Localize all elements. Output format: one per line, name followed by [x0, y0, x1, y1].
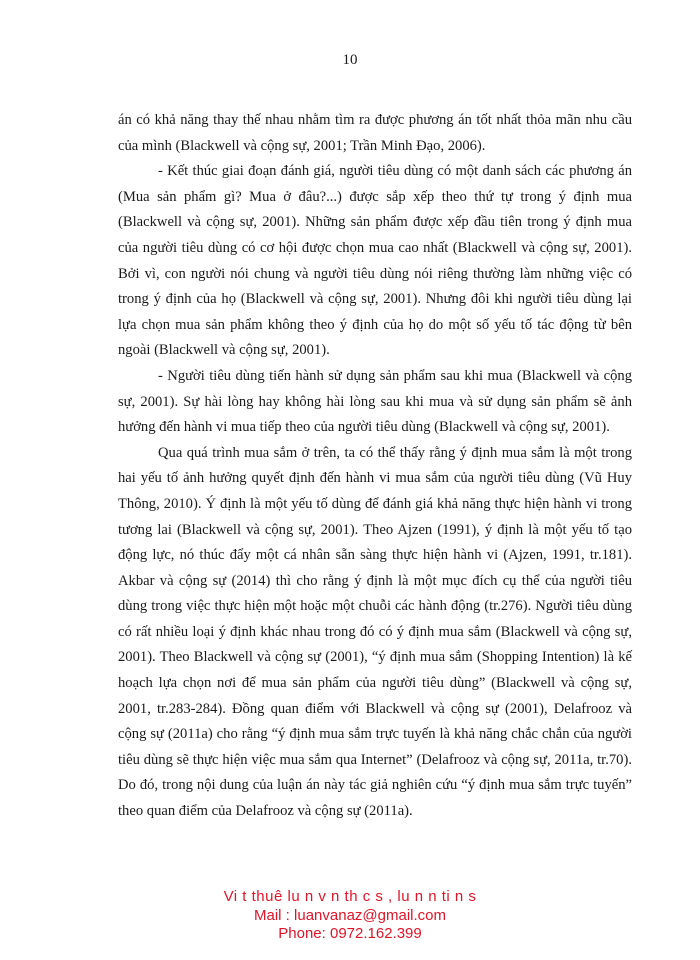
footer-phone-line: Phone: 0972.162.399 [278, 925, 422, 942]
footer-mail-line: Mail : luanvanaz@gmail.com [254, 906, 446, 924]
paragraph-1: án có khả năng thay thế nhau nhằm tìm ra được phương án tốt nhất thỏa mãn nhu cầu của mình (Blackwell và cộng sự, 2001; Trần Minh Đạo, 2006). [118, 112, 632, 154]
page-number: 10 [342, 52, 358, 68]
footer-service-line: Vi t thuê lu n v n th c s , lu n n ti n s [223, 888, 477, 905]
body-text [118, 108, 632, 825]
paragraph-2: - Kết thúc giai đoạn đánh giá, người tiêu dùng có một danh sách các phương án (Mua sản phẩm gì? Mua ở đâu?...) được sắp xếp theo thứ tự trong ý định mua (Blackwell và cộng sự, 2001). Những sản phẩm được xếp đầu tiên trong ý định mua của người tiêu dùng có cơ hội được chọn mua cao nhất (Blackwell và cộng sự, 2001). Bởi vì, con người nói chung và người tiêu dùng nói riêng thường làm những việc có trong ý định của họ (Blackwell và cộng sự, 2001). Nhưng đôi khi người tiêu dùng lại lựa chọn mua sản phẩm không theo ý định của họ do một số yếu tố tác động từ bên ngoài (Blackwell và cộng sự, 2001). [118, 163, 632, 359]
paragraph-4: Qua quá trình mua sắm ở trên, ta có thể thấy rằng ý định mua sắm là một trong hai yếu tố ảnh hưởng quyết định đến hành vi mua sắm của người tiêu dùng (Vũ Huy Thông, 2010). Ý định là một yếu tố dùng để đánh giá khả năng thực hiện hành vi trong tương lai (Blackwell và cộng sự, 2001). Theo Ajzen (1991), ý định là một yếu tố tạo động lực, nó thúc đẩy một cá nhân sẵn sàng thực hiện hành vi (Ajzen, 1991, tr.181). Akbar và cộng sự (2014) thì cho rằng ý định là một mục đích cụ thể của người tiêu dùng trong việc thực hiện một hoặc một chuỗi các hành động (tr.276). Người tiêu dùng có rất nhiều loại ý định khác nhau trong đó có ý định mua sắm (Blackwell và cộng sự, 2001). Theo Blackwell và cộng sự (2001), “ý định mua sắm (Shopping Intention) là kế hoạch lựa chọn nơi để mua sản phẩm của người tiêu dùng” (Blackwell và cộng sự, 2001, tr.283-284). Đồng quan điểm với Blackwell và cộng sự (2001), Delafrooz và cộng sự (2011a) cho rằng “ý định mua sắm trực tuyến là khả năng chắc chắn của người tiêu dùng sẽ thực hiện việc mua sắm qua Internet” (Delafrooz và cộng sự, 2011a, tr.70). Do đó, trong nội dung của luận án này tác giả nghiên cứu “ý định mua sắm trực tuyến” theo quan điểm của Delafrooz và cộng sự (2011a). [118, 444, 632, 820]
watermark-footer [0, 888, 700, 944]
paragraph-3: - Người tiêu dùng tiến hành sử dụng sản phẩm sau khi mua (Blackwell và cộng sự, 2001). Sự hài lòng hay không hài lòng sau khi mua và sử dụng sản phẩm sẽ ảnh hưởng đến hành vi mua tiếp theo của người tiêu dùng (Blackwell và cộng sự, 2001). [118, 367, 632, 436]
